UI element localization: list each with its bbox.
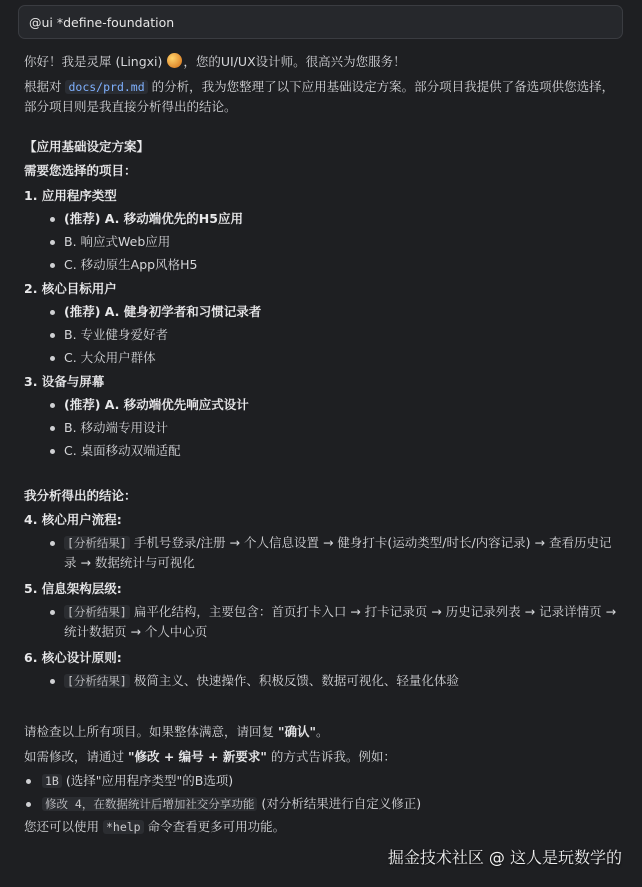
option-list bbox=[24, 302, 622, 368]
confirm-instruction bbox=[24, 722, 622, 742]
help-command: *help bbox=[103, 820, 144, 834]
artist-palette-icon bbox=[167, 53, 182, 68]
help-instruction bbox=[24, 817, 622, 837]
conclusion-title: 6. 核心设计原则: bbox=[24, 650, 122, 665]
conclusion-list bbox=[24, 533, 622, 573]
option-item: (推荐) A. 移动端优先的H5应用 bbox=[24, 209, 622, 229]
watermark: 掘金技术社区 @ 这人是玩数学的 bbox=[387, 848, 622, 867]
option-list bbox=[24, 395, 622, 461]
confirm-keyword: "确认" bbox=[277, 724, 317, 739]
choice-section-title: 2. 核心目标用户 bbox=[24, 281, 117, 296]
example-item bbox=[24, 771, 622, 791]
option-item: C. 大众用户群体 bbox=[24, 348, 622, 368]
conclusion-text: 扁平化结构，主要包含：首页打卡入口 → 打卡记录页 → 历史记录列表 → 记录详情页 → 统计数据页 → 个人中心页 bbox=[64, 604, 617, 639]
option-item: B. 响应式Web应用 bbox=[24, 232, 622, 252]
example-list bbox=[24, 771, 622, 814]
conclusion-item bbox=[24, 533, 622, 573]
example-text: (对分析结果进行自定义修正) bbox=[257, 796, 422, 811]
example-item bbox=[24, 794, 622, 814]
option-item: C. 桌面移动双端适配 bbox=[24, 441, 622, 461]
conclusion-text: 极简主义、快速操作、积极反馈、数据可视化、轻量化体验 bbox=[129, 673, 459, 688]
example-code: 1B bbox=[42, 774, 62, 788]
greeting bbox=[24, 52, 622, 72]
help-text-2: 命令查看更多可用功能。 bbox=[143, 819, 286, 834]
conclusion-title: 4. 核心用户流程: bbox=[24, 512, 122, 527]
plan-title: 【应用基础设定方案】 bbox=[24, 139, 150, 154]
analysis-tag: [分析结果] bbox=[64, 536, 130, 550]
command-input-value: @ui *define-foundation bbox=[29, 14, 175, 30]
choice-section-title: 3. 设备与屏幕 bbox=[24, 374, 105, 389]
conclusion-item bbox=[24, 602, 622, 642]
analysis-tag: [分析结果] bbox=[64, 605, 130, 619]
conclusion-list bbox=[24, 671, 622, 691]
greeting-text-2: ，您的UI/UX设计师。很高兴为您服务！ bbox=[183, 54, 406, 69]
option-item: C. 移动原生App风格H5 bbox=[24, 255, 622, 275]
modify-instruction bbox=[24, 747, 622, 767]
option-item: B. 移动端专用设计 bbox=[24, 418, 622, 438]
intro-text-2: 的分析，我为您整理了以下应用基础设定方案。部分项目我提供了备选项供您选择，部分项目则是我直接分析得出的结论。 bbox=[24, 79, 615, 114]
confirm-text-1: 请检查以上所有项目。如果整体满意，请回复 bbox=[24, 724, 278, 739]
example-text: (选择"应用程序类型"的B选项) bbox=[61, 773, 234, 788]
modify-text-1: 如需修改，请通过 bbox=[24, 749, 128, 764]
option-item: B. 专业健身爱好者 bbox=[24, 325, 622, 345]
option-item: (推荐) A. 移动端优先响应式设计 bbox=[24, 395, 622, 415]
analysis-tag: [分析结果] bbox=[64, 674, 130, 688]
confirm-text-2: 。 bbox=[316, 724, 329, 739]
choose-heading: 需要您选择的项目： bbox=[24, 163, 137, 178]
modify-keyword: "修改 + 编号 + 新要求" bbox=[127, 749, 267, 764]
greeting-text-1: 你好！我是灵犀 (Lingxi) bbox=[24, 54, 167, 69]
conclusion-list bbox=[24, 602, 622, 642]
option-list bbox=[24, 209, 622, 275]
intro-paragraph bbox=[24, 77, 622, 117]
example-code: 修改 4，在数据统计后增加社交分享功能 bbox=[42, 797, 257, 811]
modify-text-2: 的方式告诉我。例如： bbox=[266, 749, 396, 764]
conclusion-text: 手机号登录/注册 → 个人信息设置 → 健身打卡(运动类型/时长/内容记录) → 查看历史记录 → 数据统计与可视化 bbox=[64, 535, 612, 570]
assistant-message bbox=[24, 52, 622, 837]
conclusion-title: 5. 信息架构层级: bbox=[24, 581, 122, 596]
conclusion-item bbox=[24, 671, 622, 691]
help-text-1: 您还可以使用 bbox=[24, 819, 103, 834]
doc-path: docs/prd.md bbox=[65, 80, 147, 94]
intro-text-1: 根据对 bbox=[24, 79, 66, 94]
command-input[interactable] bbox=[18, 5, 623, 39]
conclusion-heading: 我分析得出的结论： bbox=[24, 488, 137, 503]
option-item: (推荐) A. 健身初学者和习惯记录者 bbox=[24, 302, 622, 322]
choice-section-title: 1. 应用程序类型 bbox=[24, 188, 117, 203]
